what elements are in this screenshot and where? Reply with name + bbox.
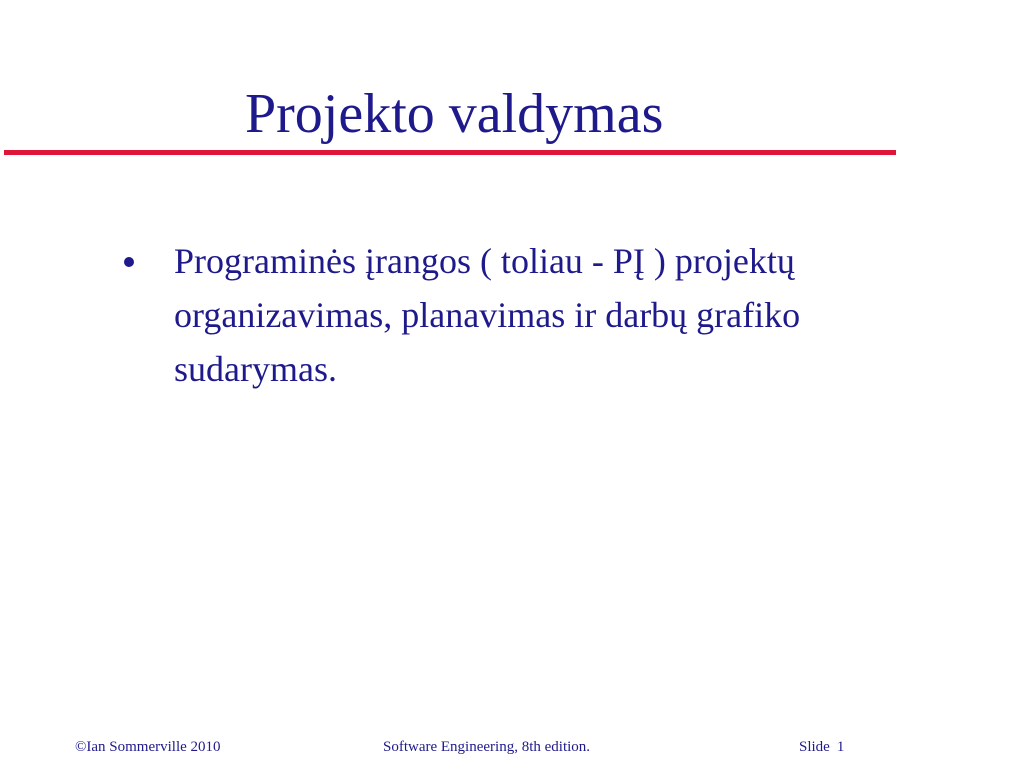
bullet-line: sudarymas. [174,349,337,389]
footer-book-title: Software Engineering, 8th edition. [383,739,591,755]
title-underline [4,150,896,155]
footer-slide-number [799,738,844,756]
bullet-line: Programinės įrangos ( toliau - PĮ ) projektų [174,241,795,281]
bullet-line: organizavimas, planavimas ir darbų grafiko [174,295,801,335]
slide-label: Slide [799,739,830,755]
slide-number: 1 [836,739,845,755]
bullet-item [120,234,1000,396]
bullet-list [120,234,1000,396]
slide-title: Projekto valdymas [245,83,664,145]
bullet-dot-icon [124,257,134,267]
footer-copyright: ©Ian Sommerville 2010 [75,739,221,755]
